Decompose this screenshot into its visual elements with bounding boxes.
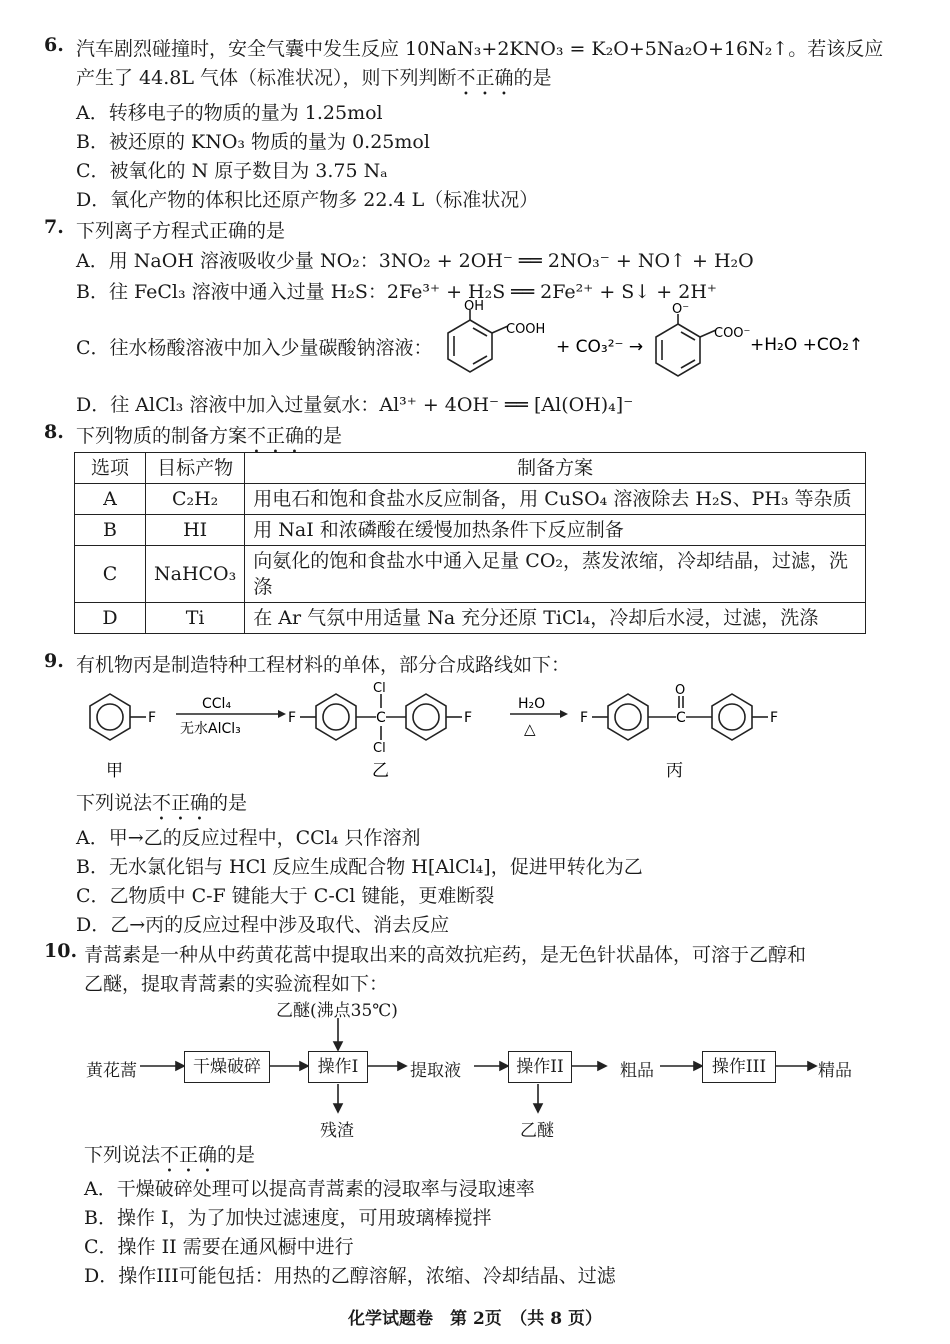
bing-fluorine-right: F	[770, 710, 779, 726]
row-b-product: HI	[146, 515, 245, 546]
q9-option-b: B．无水氯化铝与 HCl 反应生成配合物 H[AlCl₄]，促进甲转化为乙	[76, 856, 643, 878]
row-b-plan: 用 NaI 和浓磷酸在缓慢加热条件下反应制备	[245, 515, 866, 546]
reagent-ccl4: CCl₄	[202, 696, 232, 712]
q6-option-d: D．氧化产物的体积比还原产物多 22.4 L（标准状况）	[76, 189, 539, 211]
carboxyl-label: COOH	[506, 322, 546, 337]
q9-subquestion: 下列说法不正确的是	[76, 792, 248, 814]
products-label: +H₂O +CO₂↑	[750, 335, 864, 355]
q6-option-b: B．被还原的 KNO₃ 物质的量为 0.25mol	[76, 131, 430, 153]
bing-fluorine-left: F	[580, 710, 589, 726]
table-row	[75, 603, 866, 634]
header-product: 目标产物	[146, 453, 245, 484]
flow-box-op2: 操作II	[508, 1051, 572, 1083]
preparation-table	[74, 452, 866, 634]
q6-number: 6.	[44, 34, 64, 56]
q9-option-a: A．甲→乙的反应过程中，CCl₄ 只作溶剂	[76, 827, 421, 849]
page-footer: 化学试题卷 第 2页 （共 8 页）	[348, 1309, 602, 1329]
flow-extract: 提取液	[410, 1061, 461, 1081]
row-b-option: B	[75, 515, 146, 546]
row-d-plan: 在 Ar 气氛中用适量 Na 充分还原 TiCl₄，冷却后水浸，过滤，洗涤	[245, 603, 866, 634]
flow-box-op3: 操作III	[702, 1051, 776, 1083]
q10-number: 10.	[44, 940, 78, 962]
reactant-carbonate: + CO₃²⁻ →	[556, 337, 644, 357]
hydroxyl-label: OH	[464, 299, 485, 314]
flow-end: 精品	[818, 1061, 852, 1081]
q10-option-d: D．操作III可能包括：用热的乙醇溶解，浓缩、冷却结晶、过滤	[84, 1265, 616, 1287]
reagent-alcl3: 无水AlCl₃	[180, 721, 241, 737]
q7-option-a: A．用 NaOH 溶液吸收少量 NO₂：3NO₂ + 2OH⁻ ══ 2NO₃⁻ + NO↑ + H₂O	[76, 250, 754, 272]
salicylate-structure	[656, 314, 716, 376]
yi-central-carbon: C	[376, 710, 386, 726]
table-header-row	[75, 453, 866, 484]
q9-emphasis: 不正确	[152, 792, 210, 814]
jia-fluorine: F	[148, 710, 157, 726]
row-a-option: A	[75, 484, 146, 515]
row-a-product: C₂H₂	[146, 484, 245, 515]
q7-option-c-structures	[440, 298, 880, 384]
q10-subquestion: 下列说法不正确的是	[84, 1144, 256, 1166]
q7-option-b: B．往 FeCl₃ 溶液中通入过量 H₂S：2Fe³⁺ + H₂S ══ 2Fe²⁺ + S↓ + 2H⁺	[76, 281, 717, 303]
flow-box-dry-crush: 干燥破碎	[184, 1051, 270, 1083]
arrow1-head	[278, 710, 286, 718]
q10-option-b: B．操作 I，为了加快过滤速度，可用玻璃棒搅拌	[84, 1207, 492, 1229]
salicylic-acid-structure	[448, 310, 508, 372]
reagent-heat: △	[524, 720, 536, 738]
row-c-option: C	[75, 546, 146, 603]
reagent-water: H₂O	[518, 696, 546, 712]
arrow2-head	[560, 710, 568, 718]
flow-start: 黄花蒿	[86, 1061, 137, 1081]
table-row	[75, 546, 866, 603]
q6-emphasis: 不正确	[456, 67, 514, 89]
header-plan: 制备方案	[245, 453, 866, 484]
phenoxide-label: O⁻	[672, 302, 690, 317]
yi-chlorine-top: Cl	[373, 681, 386, 696]
q10-emphasis: 不正确	[160, 1144, 218, 1166]
q8-stem: 下列物质的制备方案不正确的是	[76, 425, 343, 447]
header-option: 选项	[75, 453, 146, 484]
q6-stem-line2: 产生了 44.8L 气体（标准状况），则下列判断不正确的是	[76, 67, 552, 89]
q10-stem-line1: 青蒿素是一种从中药黄花蒿中提取出来的高效抗疟药，是无色针状晶体，可溶于乙醇和	[84, 944, 807, 966]
q8-number: 8.	[44, 421, 64, 443]
table-row	[75, 484, 866, 515]
yi-chlorine-bottom: Cl	[373, 741, 386, 756]
label-bing: 丙	[666, 761, 683, 781]
flow-crude: 粗品	[620, 1061, 654, 1081]
flow-box-op1: 操作I	[308, 1051, 368, 1083]
synthesis-route-diagram	[80, 678, 800, 788]
bing-carbonyl-carbon: C	[676, 710, 686, 726]
flow-ether-out: 乙醚	[520, 1121, 554, 1141]
row-d-product: Ti	[146, 603, 245, 634]
q9-stem: 有机物丙是制造特种工程材料的单体，部分合成路线如下：	[76, 654, 571, 676]
q9-number: 9.	[44, 650, 64, 672]
row-c-plan: 向氨化的饱和食盐水中通入足量 CO₂，蒸发浓缩，冷却结晶，过滤，洗涤	[245, 546, 866, 603]
row-a-plan: 用电石和饱和食盐水反应制备，用 CuSO₄ 溶液除去 H₂S、PH₃ 等杂质	[245, 484, 866, 515]
q9-option-d: D．乙→丙的反应过程中涉及取代、消去反应	[76, 914, 450, 936]
bing-carbonyl-oxygen: O	[675, 683, 686, 698]
flow-residue: 残渣	[320, 1121, 354, 1141]
flow-input-ether: 乙醚(沸点35℃)	[276, 1001, 398, 1021]
q8-emphasis: 不正确	[247, 425, 305, 447]
q7-number: 7.	[44, 216, 64, 238]
q6-option-a: A．转移电子的物质的量为 1.25mol	[76, 102, 383, 124]
q7-option-c-text: C．往水杨酸溶液中加入少量碳酸钠溶液：	[76, 337, 433, 359]
row-d-option: D	[75, 603, 146, 634]
label-yi: 乙	[372, 761, 389, 781]
table-row	[75, 515, 866, 546]
q10-stem-line2: 乙醚，提取青蒿素的实验流程如下：	[84, 973, 389, 995]
carboxylate-label: COO⁻	[714, 326, 751, 341]
q10-option-c: C．操作 II 需要在通风橱中进行	[84, 1236, 354, 1258]
q7-option-d: D．往 AlCl₃ 溶液中加入过量氨水：Al³⁺ + 4OH⁻ ══ [Al(OH)₄]⁻	[76, 394, 634, 416]
yi-fluorine-left: F	[288, 710, 297, 726]
q6-stem-line1: 汽车剧烈碰撞时，安全气囊中发生反应 10NaN₃+2KNO₃ = K₂O+5Na₂O+16N₂↑。若该反应	[76, 38, 884, 60]
label-jia: 甲	[106, 761, 123, 781]
yi-fluorine-right: F	[464, 710, 473, 726]
q7-stem: 下列离子方程式正确的是	[76, 220, 286, 242]
row-c-product: NaHCO₃	[146, 546, 245, 603]
q6-option-c: C．被氧化的 N 原子数目为 3.75 Nₐ	[76, 160, 388, 182]
q9-option-c: C．乙物质中 C-F 键能大于 C-Cl 键能，更难断裂	[76, 885, 495, 907]
fluorobenzene-structure	[90, 694, 146, 740]
q10-option-a: A．干燥破碎处理可以提高青蒿素的浸取率与浸取速率	[84, 1178, 535, 1200]
